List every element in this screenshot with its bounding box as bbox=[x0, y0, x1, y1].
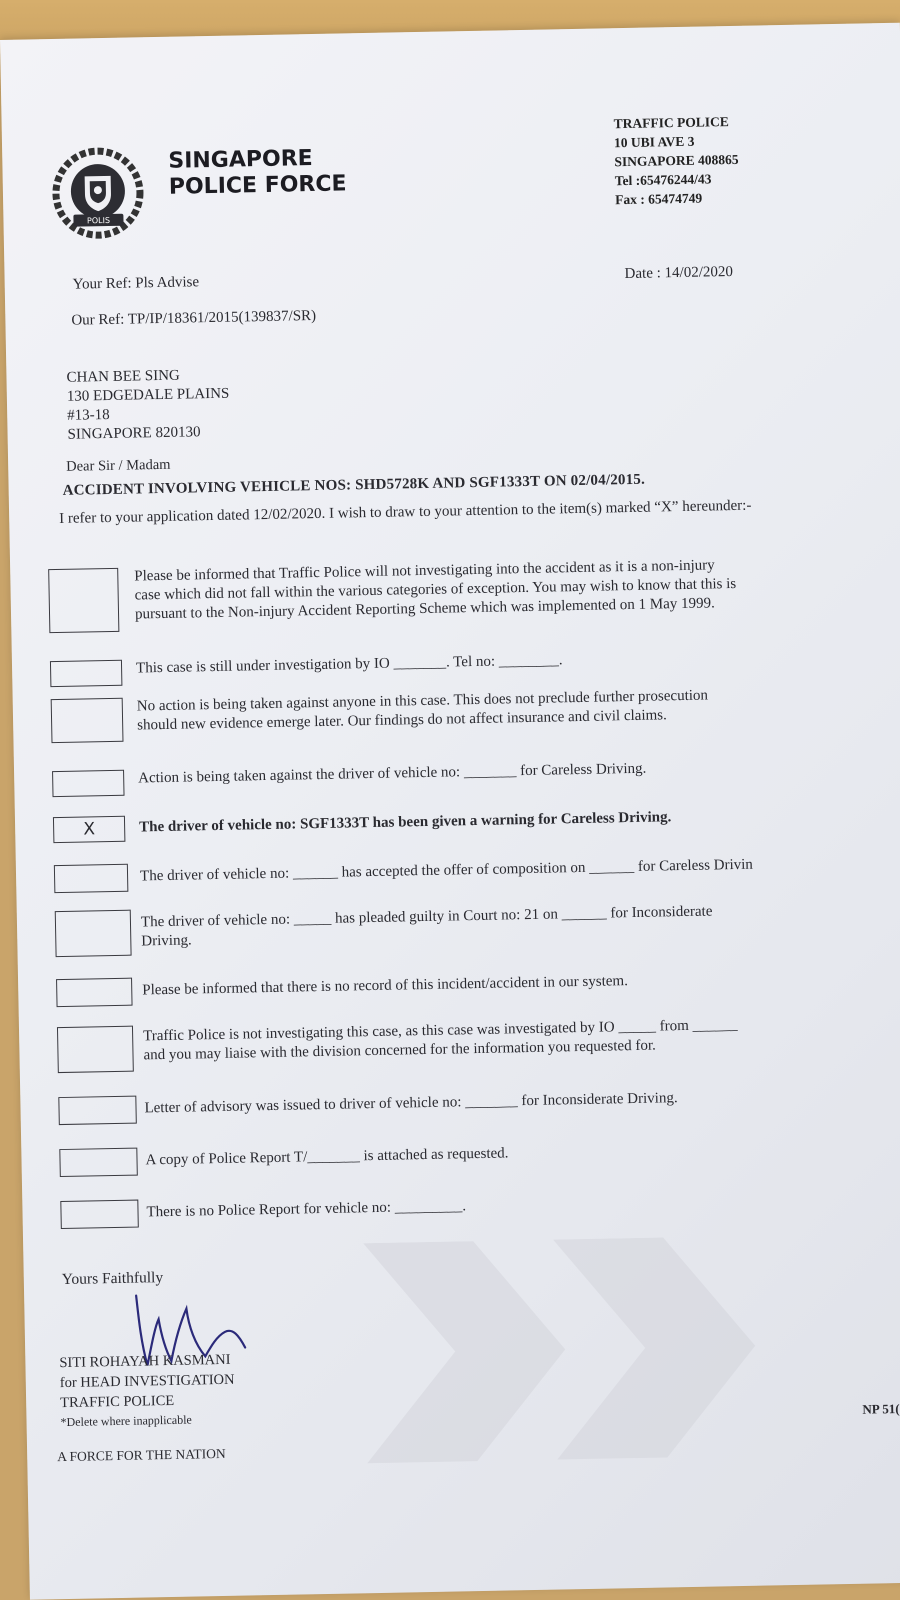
address-line: Fax : 65474749 bbox=[615, 190, 703, 208]
police-crest-icon bbox=[50, 145, 146, 241]
item-text: Letter of advisory was issued to driver of vehicle no: _______ for Inconsiderate Driving. bbox=[144, 1090, 678, 1117]
item-text: A copy of Police Report T/_______ is attached as requested. bbox=[145, 1145, 509, 1169]
letter-page bbox=[0, 23, 900, 1600]
checklist-item bbox=[51, 683, 900, 734]
motto: A FORCE FOR THE NATION bbox=[57, 1445, 226, 1465]
item-text: This case is still under investigation by IO _______. Tel no: ________. bbox=[135, 652, 563, 677]
letter-date: Date : 14/02/2020 bbox=[624, 263, 734, 283]
checkbox[interactable] bbox=[55, 910, 132, 957]
item-text: Please be informed that Traffic Police will not investigating into the accident as it is a non-injury case which did not fall within the various categories of exception. You may wish to know that this is pursuant to the Non-injury Accident Reporting Scheme which was implemented on 1 May 1999. bbox=[134, 557, 737, 623]
checklist-item bbox=[48, 553, 900, 623]
checklist-item bbox=[60, 1185, 900, 1221]
intro-paragraph: I refer to your application dated 12/02/2020. I wish to draw to your attention to the item(s) marked “X” hereunder:- bbox=[59, 497, 752, 527]
checkbox[interactable] bbox=[52, 770, 124, 797]
address-line: SINGAPORE 408865 bbox=[614, 151, 739, 170]
address-line: TRAFFIC POLICE bbox=[613, 114, 729, 132]
checkbox[interactable] bbox=[51, 698, 124, 743]
subject-line: ACCIDENT INVOLVING VEHICLE NOS: SHD5728K AND SGF1333T ON 02/04/2015. bbox=[62, 471, 646, 499]
checklist-item bbox=[59, 1133, 900, 1169]
address-line: 10 UBI AVE 3 bbox=[613, 133, 695, 151]
item-text: The driver of vehicle no: ______ has accepted the offer of composition on ______ for Careless Drivin bbox=[139, 856, 754, 885]
checkbox[interactable] bbox=[54, 864, 129, 893]
org-name-line-1: SINGAPORE bbox=[168, 146, 313, 174]
checklist-item bbox=[55, 895, 900, 950]
checklist-item bbox=[57, 1011, 900, 1064]
recipient-line: 130 EDGEDALE PLAINS bbox=[66, 385, 230, 405]
checkbox[interactable] bbox=[48, 568, 119, 633]
recipient-address bbox=[66, 366, 230, 445]
item-text: No action is being taken against anyone in this case. This does not preclude further prosecution should new evidence emerge later. Our findings do not affect insurance and civil claims. bbox=[136, 687, 709, 734]
salutation: Dear Sir / Madam bbox=[66, 456, 171, 475]
sender-address bbox=[614, 112, 740, 209]
checklist-item bbox=[58, 1081, 900, 1117]
org-name bbox=[168, 145, 347, 200]
signer-block bbox=[59, 1350, 235, 1413]
checkbox[interactable] bbox=[60, 1200, 139, 1229]
checklist-item bbox=[54, 849, 900, 885]
our-ref: Our Ref: TP/IP/18361/2015(139837/SR) bbox=[71, 307, 317, 329]
item-text: Action is being taken against the driver of vehicle no: _______ for Careless Driving. bbox=[138, 760, 647, 787]
delete-note: *Delete where inapplicable bbox=[60, 1412, 192, 1430]
checkbox[interactable] bbox=[50, 660, 122, 687]
item-text: Please be informed that there is no record of this incident/accident in our system. bbox=[142, 973, 629, 999]
form-number: NP 51( bbox=[862, 1400, 900, 1417]
org-name-line-2: POLICE FORCE bbox=[168, 171, 347, 200]
recipient-name: CHAN BEE SING bbox=[66, 367, 180, 386]
item-text: The driver of vehicle no: SGF1333T has been given a warning for Careless Driving. bbox=[138, 809, 672, 836]
checklist-item-marked bbox=[53, 801, 900, 840]
item-text: There is no Police Report for vehicle no: _________. bbox=[146, 1198, 467, 1221]
checkbox-marked[interactable]: X bbox=[53, 816, 125, 843]
recipient-line: SINGAPORE 820130 bbox=[67, 424, 201, 443]
your-ref: Your Ref: Pls Advise bbox=[72, 274, 200, 293]
chevron-watermark-icon bbox=[303, 1234, 828, 1484]
checkbox[interactable] bbox=[59, 1148, 138, 1177]
signer-dept: TRAFFIC POLICE bbox=[60, 1392, 175, 1412]
signer-title: for HEAD INVESTIGATION bbox=[59, 1371, 235, 1392]
address-line: Tel :65476244/43 bbox=[614, 171, 712, 189]
closing: Yours Faithfully bbox=[61, 1269, 164, 1289]
checklist-item bbox=[52, 749, 900, 787]
checkbox[interactable] bbox=[57, 1026, 134, 1073]
recipient-line: #13-18 bbox=[67, 406, 110, 424]
checklist-item bbox=[56, 963, 900, 999]
item-text: The driver of vehicle no: _____ has pleaded guilty in Court no: 21 on ______ for Inconsiderate Driving. bbox=[140, 903, 713, 950]
checkbox[interactable] bbox=[56, 978, 133, 1007]
checkbox[interactable] bbox=[58, 1096, 137, 1125]
logo-text: POLIS bbox=[86, 215, 111, 226]
signer-name: SITI ROHAYAH KASMANI bbox=[59, 1351, 231, 1372]
checklist-item bbox=[50, 639, 900, 677]
item-text: Traffic Police is not investigating this case, as this case was investigated by IO _____ from ______ and you may liaise with the division concerned for the information you requested for. bbox=[143, 1017, 738, 1064]
